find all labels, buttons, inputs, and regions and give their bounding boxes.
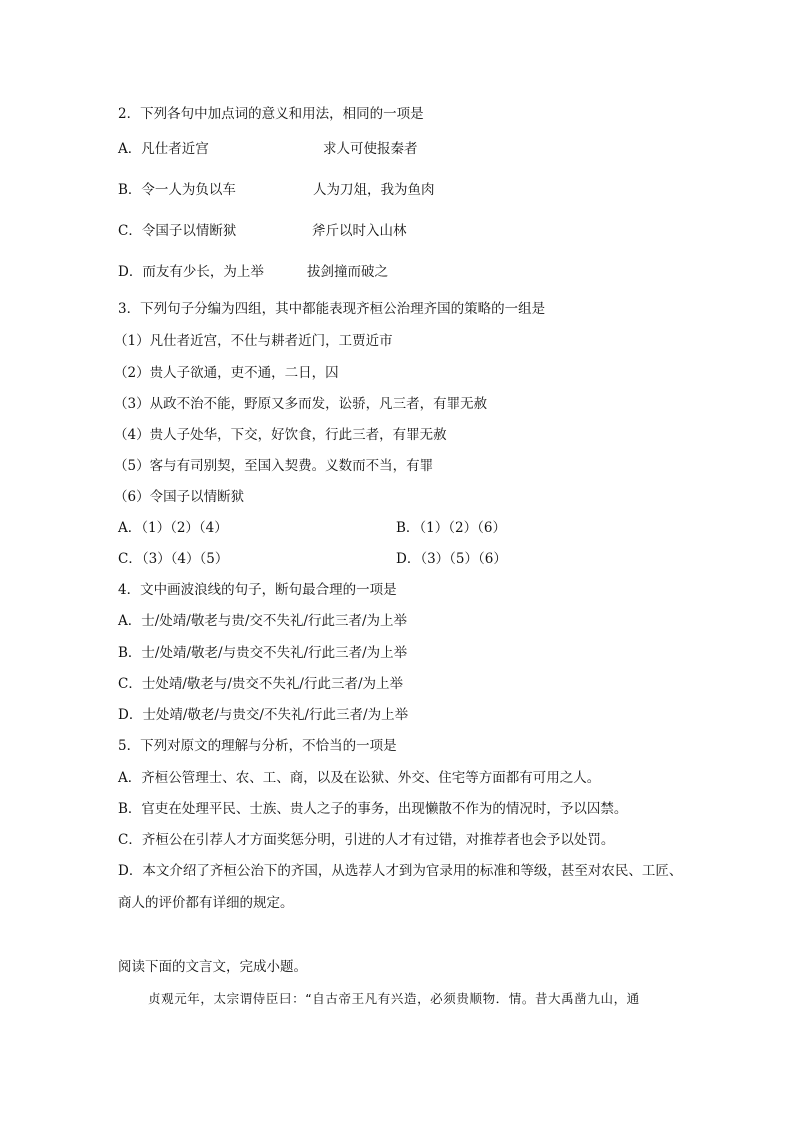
q5-option-d: D．本文介绍了齐桓公治下的齐国，从选荐人才到为官录用的标准和等级，甚至对农民、工匠、商人的评价都有详细的规定。 [118,863,683,911]
q3-options-row-1 [118,519,506,537]
option-right: 斧斤以时入山林 [312,223,407,239]
q4-stem: 4．文中画波浪线的句子，断句最合理的一项是 [118,582,397,598]
q2-option-b [118,181,435,199]
q3-options-row-2 [118,550,507,568]
option-right: 拔剑撞而破之 [307,264,388,280]
q3-item: （1）凡仕者近宫，不仕与耕者近门，工贾近市 [114,333,393,349]
option-left: A．凡仕者近宫 [118,141,209,157]
q2-option-c [118,222,407,240]
q5-option-b: B．官吏在处理平民、士族、贵人之子的事务，出现懒散不作为的情况时，予以囚禁。 [118,801,628,817]
q3-stem: 3．下列句子分编为四组，其中都能表现齐桓公治理齐国的策略的一组是 [118,301,546,317]
option-left: D．而友有少长，为上举 [118,264,264,280]
q3-option-b: B．（1）（2）（6） [396,520,506,536]
option-left: B．令一人为负以车 [118,182,236,198]
q4-option-a: A．士/处靖/敬老与贵/交不失礼/行此三者/为上举 [118,613,407,629]
passage-first-line: 贞观元年，太宗谓侍臣曰：“自古帝王凡有兴造，必须贵顺物．情。昔大禹凿九山，通 [148,991,640,1006]
q4-option-b: B．士/处靖/敬老/与贵交不失礼/行此三者/为上举 [118,645,408,661]
q3-option-d: D．（3）（5）（6） [396,551,507,567]
q3-option-c: C．（3）（4）（5） [118,551,229,567]
option-right: 求人可使报秦者 [323,141,418,157]
option-left: C．令国子以情断狱 [118,223,237,239]
q2-stem: 2．下列各句中加点词的意义和用法，相同的一项是 [118,106,424,122]
q3-item: （4）贵人子处华，下交，好饮食，行此三者，有罪无赦 [114,427,447,443]
reading-instruction: 阅读下面的文言文，完成小题。 [118,959,307,975]
q2-option-d [118,263,388,281]
q3-item: （5）客与有司别契，至国入契费。义数而不当，有罪 [114,458,434,474]
q3-item: （3）从政不治不能，野原又多而发，讼骄，凡三者，有罪无赦 [114,396,488,412]
q2-option-a [118,140,418,158]
option-right: 人为刀俎，我为鱼肉 [313,182,435,198]
q5-option-a: A．齐桓公管理士、农、工、商，以及在讼狱、外交、住宅等方面都有可用之人。 [118,770,601,786]
q3-item: （2）贵人子欲通，吏不通，二日，囚 [114,365,339,381]
q5-option-c: C．齐桓公在引荐人才方面奖惩分明，引进的人才有过错，对推荐者也会予以处罚。 [118,832,615,848]
q4-option-c: C．士处靖/敬老与/贵交不失礼/行此三者/为上举 [118,676,404,692]
q5-stem: 5．下列对原文的理解与分析，不恰当的一项是 [118,738,397,754]
q3-item: （6）令国子以情断狱 [114,489,245,505]
q4-option-d: D．士处靖/敬老/与贵交/不失礼/行此三者/为上举 [118,707,409,723]
q3-option-a: A．（1）（2）（4） [118,520,228,536]
